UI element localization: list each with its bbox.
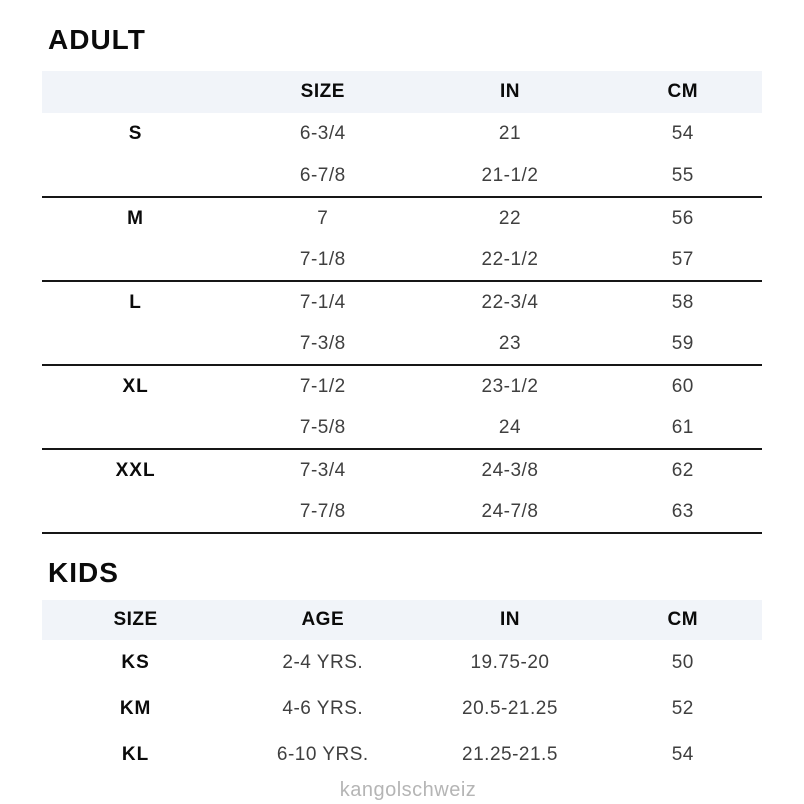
inches-cell: 23 [498,332,522,354]
table-row [42,323,762,365]
size-label-cell: KM [119,698,152,719]
adult-header-cm: CM [667,81,699,102]
cm-cell: 59 [671,332,694,354]
cm-cell: 60 [671,375,694,397]
cm-cell: 63 [671,500,694,522]
size-value-cell: 7-1/8 [299,248,346,270]
inches-cell: 21.25-21.5 [462,744,558,765]
adult-section-title: ADULT [48,24,146,55]
size-label-cell: KS [121,652,150,673]
table-row [42,407,762,449]
table-row [42,449,762,491]
inches-cell: 23-1/2 [481,375,539,397]
size-value-cell: 7 [317,207,329,229]
table-row [42,491,762,533]
adult-table-header [42,71,762,113]
cm-cell: 61 [671,416,694,438]
kids-size-table [42,600,762,778]
table-row [42,197,762,239]
size-value-cell: 7-3/4 [299,459,346,481]
watermark-text: kangolschweiz [339,779,477,801]
size-value-cell: 6-3/4 [299,123,346,144]
size-label-cell: KL [121,744,150,765]
kids-header-cm: CM [667,609,699,630]
size-label-cell: XXL [115,459,156,481]
cm-cell: 50 [671,652,694,673]
size-label-cell [42,323,229,365]
cm-cell: 56 [671,207,694,229]
kids-header-size: SIZE [113,609,158,630]
inches-cell: 21 [498,123,522,144]
inches-cell: 24 [498,416,522,438]
size-value-cell: 7-5/8 [299,416,346,438]
size-label-cell: L [129,291,142,313]
cm-cell: 54 [671,123,694,144]
inches-cell: 20.5-21.25 [462,698,558,719]
adult-group-l [42,281,762,365]
cm-cell: 62 [671,459,694,481]
size-label-cell [42,407,229,449]
size-label-cell [42,239,229,281]
inches-cell: 22-1/2 [481,248,539,270]
adult-size-table [42,71,762,534]
size-label-cell: XL [122,375,149,397]
cm-cell: 52 [671,698,694,719]
kids-table-header [42,600,762,640]
table-row [42,281,762,323]
kids-header-in: IN [499,609,520,630]
age-cell: 4-6 YRS. [282,698,364,719]
cm-cell: 54 [671,744,694,765]
size-value-cell: 7-1/4 [299,291,346,313]
size-value-cell: 7-1/2 [299,375,346,397]
table-row [42,732,762,778]
size-label-cell [42,491,229,533]
table-row [42,113,762,155]
table-row [42,640,762,686]
adult-group-m [42,197,762,281]
size-value-cell: 7-7/8 [299,500,346,522]
adult-group-s [42,113,762,197]
inches-cell: 19.75-20 [470,652,550,673]
size-label-cell: S [128,123,143,144]
table-row [42,239,762,281]
inches-cell: 24-3/8 [481,459,539,481]
cm-cell: 58 [671,291,694,313]
table-row [42,686,762,732]
age-cell: 2-4 YRS. [282,652,364,673]
adult-group-xl [42,365,762,449]
kids-section-title: KIDS [48,557,119,588]
size-value-cell: 6-7/8 [299,164,346,186]
table-row [42,155,762,197]
adult-header-blank [42,71,229,113]
size-label-cell [42,155,229,197]
inches-cell: 21-1/2 [481,164,539,186]
adult-header-size: SIZE [300,81,345,102]
size-label-cell: M [127,207,144,229]
kids-header-age: AGE [301,609,345,630]
inches-cell: 22-3/4 [481,291,539,313]
size-value-cell: 7-3/8 [299,332,346,354]
inches-cell: 24-7/8 [481,500,539,522]
adult-group-xxl [42,449,762,533]
table-row [42,365,762,407]
cm-cell: 57 [671,248,694,270]
cm-cell: 55 [671,164,694,186]
inches-cell: 22 [498,207,522,229]
adult-header-in: IN [499,81,520,102]
age-cell: 6-10 YRS. [276,744,369,765]
